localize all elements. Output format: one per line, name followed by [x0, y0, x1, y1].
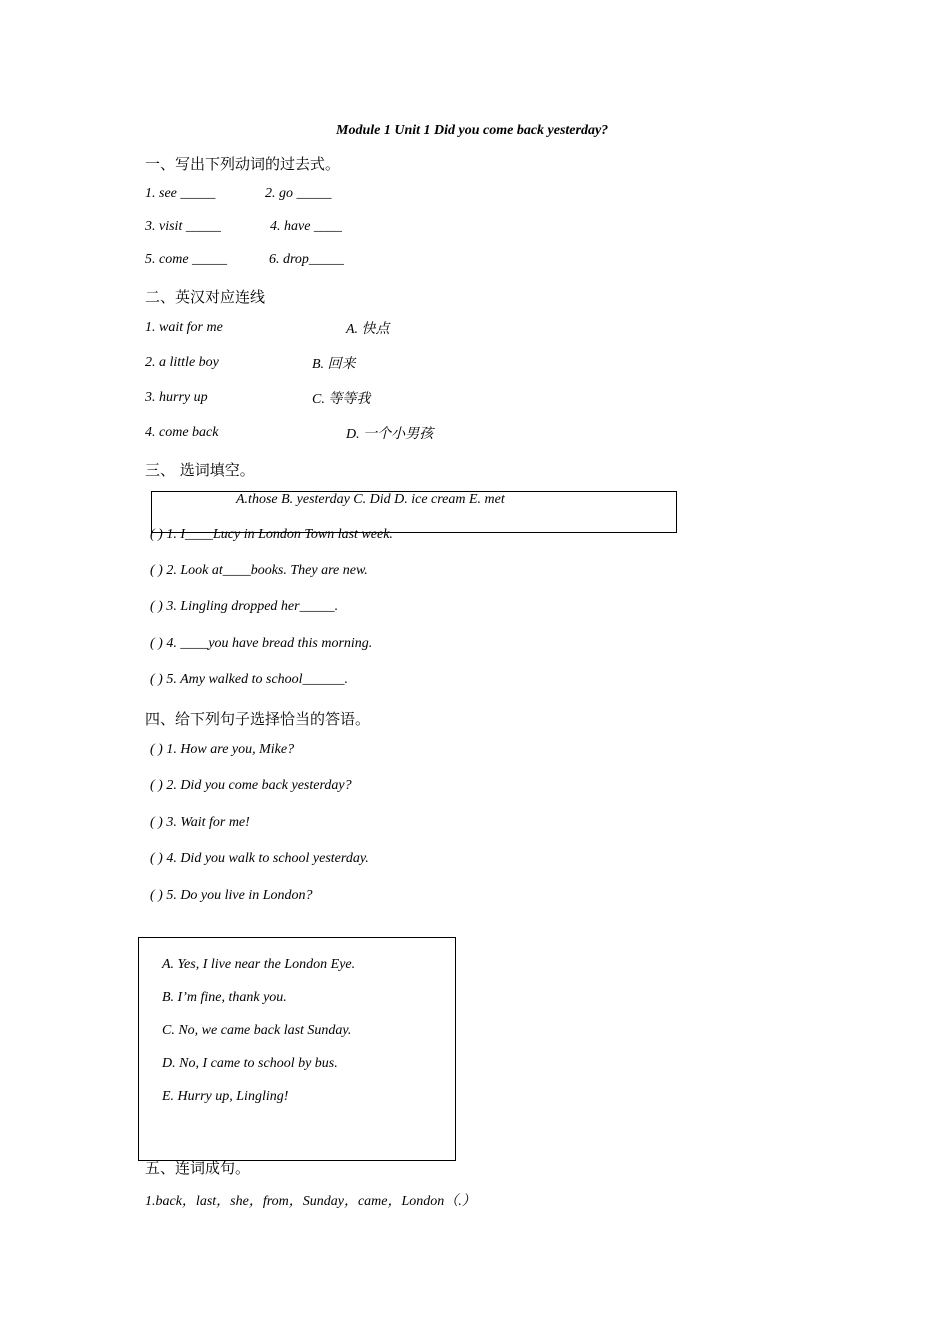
- verb-item: 6. drop_____: [269, 252, 344, 267]
- sentence-item: 1.back，last，she，from，Sunday，came，London（.）: [145, 1194, 476, 1209]
- answer-option: B. I’m fine, thank you.: [162, 990, 287, 1005]
- response-item: ( ) 2. Did you come back yesterday?: [150, 778, 352, 793]
- match-right-item: D. 一个小男孩: [346, 427, 434, 442]
- answer-option: D. No, I came to school by bus.: [162, 1056, 338, 1071]
- fill-item: ( ) 2. Look at____books. They are new.: [150, 563, 368, 578]
- match-right-item: C. 等等我: [312, 392, 371, 407]
- word-bank-options: A.those B. yesterday C. Did D. ice cream E. met: [236, 492, 505, 507]
- verb-item: 3. visit _____: [145, 219, 221, 234]
- verb-item: 1. see _____: [145, 186, 216, 201]
- match-right-item: B. 回来: [312, 357, 356, 372]
- match-left-item: 3. hurry up: [145, 390, 208, 405]
- match-right-item: A. 快点: [346, 322, 390, 337]
- section5-heading: 五、连词成句。: [145, 1159, 251, 1177]
- verb-item: 5. come _____: [145, 252, 228, 267]
- response-item: ( ) 3. Wait for me!: [150, 815, 250, 830]
- page-title: Module 1 Unit 1 Did you come back yesterday?: [336, 123, 609, 138]
- match-left-item: 2. a little boy: [145, 355, 219, 370]
- answer-option: E. Hurry up, Lingling!: [162, 1089, 289, 1104]
- fill-item: ( ) 3. Lingling dropped her_____.: [150, 599, 339, 614]
- verb-item: 4. have ____: [270, 219, 342, 234]
- fill-item: ( ) 5. Amy walked to school______.: [150, 672, 349, 687]
- fill-item: ( ) 1. I____Lucy in London Town last week.: [150, 527, 393, 542]
- answer-option: A. Yes, I live near the London Eye.: [162, 957, 356, 972]
- match-left-item: 1. wait for me: [145, 320, 223, 335]
- response-item: ( ) 4. Did you walk to school yesterday.: [150, 851, 369, 866]
- match-left-item: 4. come back: [145, 425, 219, 440]
- section4-heading: 四、给下列句子选择恰当的答语。: [145, 710, 371, 728]
- section1-heading: 一、写出下列动词的过去式。: [145, 155, 341, 173]
- section2-heading: 二、英汉对应连线: [145, 288, 266, 306]
- section3-heading: 三、 选词填空。: [145, 461, 255, 479]
- verb-item: 2. go _____: [265, 186, 332, 201]
- response-item: ( ) 5. Do you live in London?: [150, 888, 313, 903]
- fill-item: ( ) 4. ____you have bread this morning.: [150, 636, 373, 651]
- answer-option: C. No, we came back last Sunday.: [162, 1023, 352, 1038]
- response-item: ( ) 1. How are you, Mike?: [150, 742, 295, 757]
